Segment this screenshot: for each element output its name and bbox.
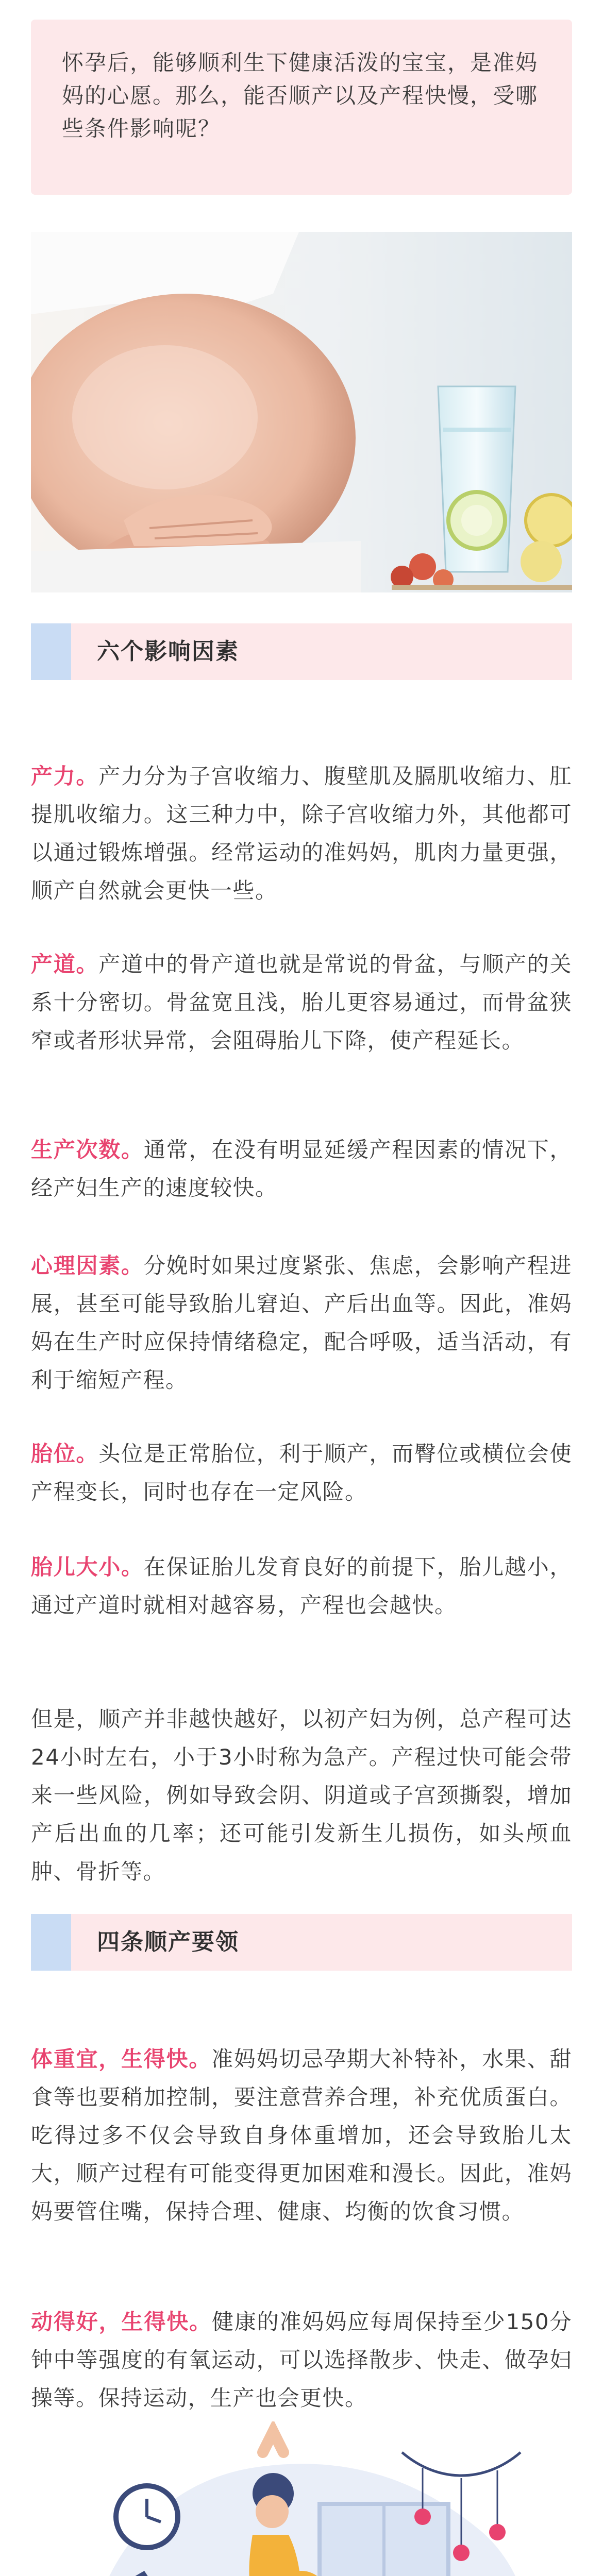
pregnant-belly-photo — [31, 232, 572, 592]
factor-text: 在保证胎儿发育良好的前提下，胎儿越小，通过产道时就相对越容易，产程也会越快。 — [31, 1554, 572, 1618]
factor-text: 通常，在没有明显延缓产程因素的情况下，经产妇生产的速度较快。 — [31, 1137, 572, 1200]
factor-keyword: 生产次数。 — [31, 1137, 144, 1162]
factor-item — [31, 1131, 572, 1207]
section-heading-tips — [31, 1914, 572, 1971]
factor-text: 产力分为子宫收缩力、腹壁肌及膈肌收缩力、肛提肌收缩力。这三种力中，除子宫收缩力外，其他都可以通过锻炼增强。经常运动的准妈妈，肌肉力量更强，顺产自然就会更快一些。 — [31, 764, 572, 903]
yoga-illustration — [31, 2421, 572, 2576]
heading-accent-bar — [31, 623, 71, 680]
tip-keyword: 体重宜，生得快。 — [31, 2046, 212, 2072]
heading-accent-bar — [31, 1914, 71, 1971]
hero-photo — [31, 232, 572, 592]
factor-keyword: 产力。 — [31, 764, 99, 789]
tip-text: 准妈妈切忌孕期大补特补，水果、甜食等也要稍加控制，要注意营养合理，补充优质蛋白。吃得过多不仅会导致自身体重增加，还会导致胎儿太大，顺产过程有可能变得更加困难和漫长。因此，准妈妈要管住嘴，保持合理、健康、均衡的饮食习惯。 — [31, 2046, 572, 2224]
factor-keyword: 胎位。 — [31, 1441, 99, 1466]
section-heading-factors — [31, 623, 572, 680]
caution-note: 但是，顺产并非越快越好，以初产妇为例，总产程可达24小时左右，小于3小时称为急产。产程过快可能会带来一些风险，例如导致会阴、阴道或子宫颈撕裂，增加产后出血的几率；还可能引发新生儿损伤，如头颅血肿、骨折等。 — [31, 1706, 572, 1884]
tip-text: 健康的准妈妈应每周保持至少150分钟中等强度的有氧运动，可以选择散步、快走、做孕妇操等。保持运动，生产也会更快。 — [31, 2309, 572, 2411]
tip-item — [31, 2303, 572, 2417]
factor-item — [31, 757, 572, 910]
tip-keyword: 动得好，生得快。 — [31, 2309, 212, 2334]
intro-box — [31, 20, 572, 195]
section-title: 六个影响因素 — [97, 638, 239, 665]
pregnant-yoga-illustration — [31, 2421, 572, 2576]
factor-item — [31, 1247, 572, 1399]
factor-text: 产道中的骨产道也就是常说的骨盆，与顺产的关系十分密切。骨盆宽且浅，胎儿更容易通过，而骨盆狭窄或者形状异常，会阻碍胎儿下降，使产程延长。 — [31, 952, 572, 1053]
tip-item — [31, 2040, 572, 2231]
intro-text: 怀孕后，能够顺利生下健康活泼的宝宝，是准妈妈的心愿。那么，能否顺产以及产程快慢，受哪些条件影响呢？ — [62, 50, 539, 141]
factor-item — [31, 945, 572, 1060]
factor-keyword: 胎儿大小。 — [31, 1554, 144, 1580]
section-title: 四条顺产要领 — [97, 1929, 239, 1955]
factor-text: 分娩时如果过度紧张、焦虑，会影响产程进展，甚至可能导致胎儿窘迫、产后出血等。因此，准妈妈在生产时应保持情绪稳定，配合呼吸，适当活动，有利于缩短产程。 — [31, 1253, 572, 1393]
factor-item — [31, 1548, 572, 1624]
factor-keyword: 产道。 — [31, 952, 99, 977]
factor-item — [31, 1435, 572, 1511]
factor-keyword: 心理因素。 — [31, 1253, 144, 1278]
factor-text: 头位是正常胎位，利于顺产，而臀位或横位会使产程变长，同时也存在一定风险。 — [31, 1441, 572, 1504]
